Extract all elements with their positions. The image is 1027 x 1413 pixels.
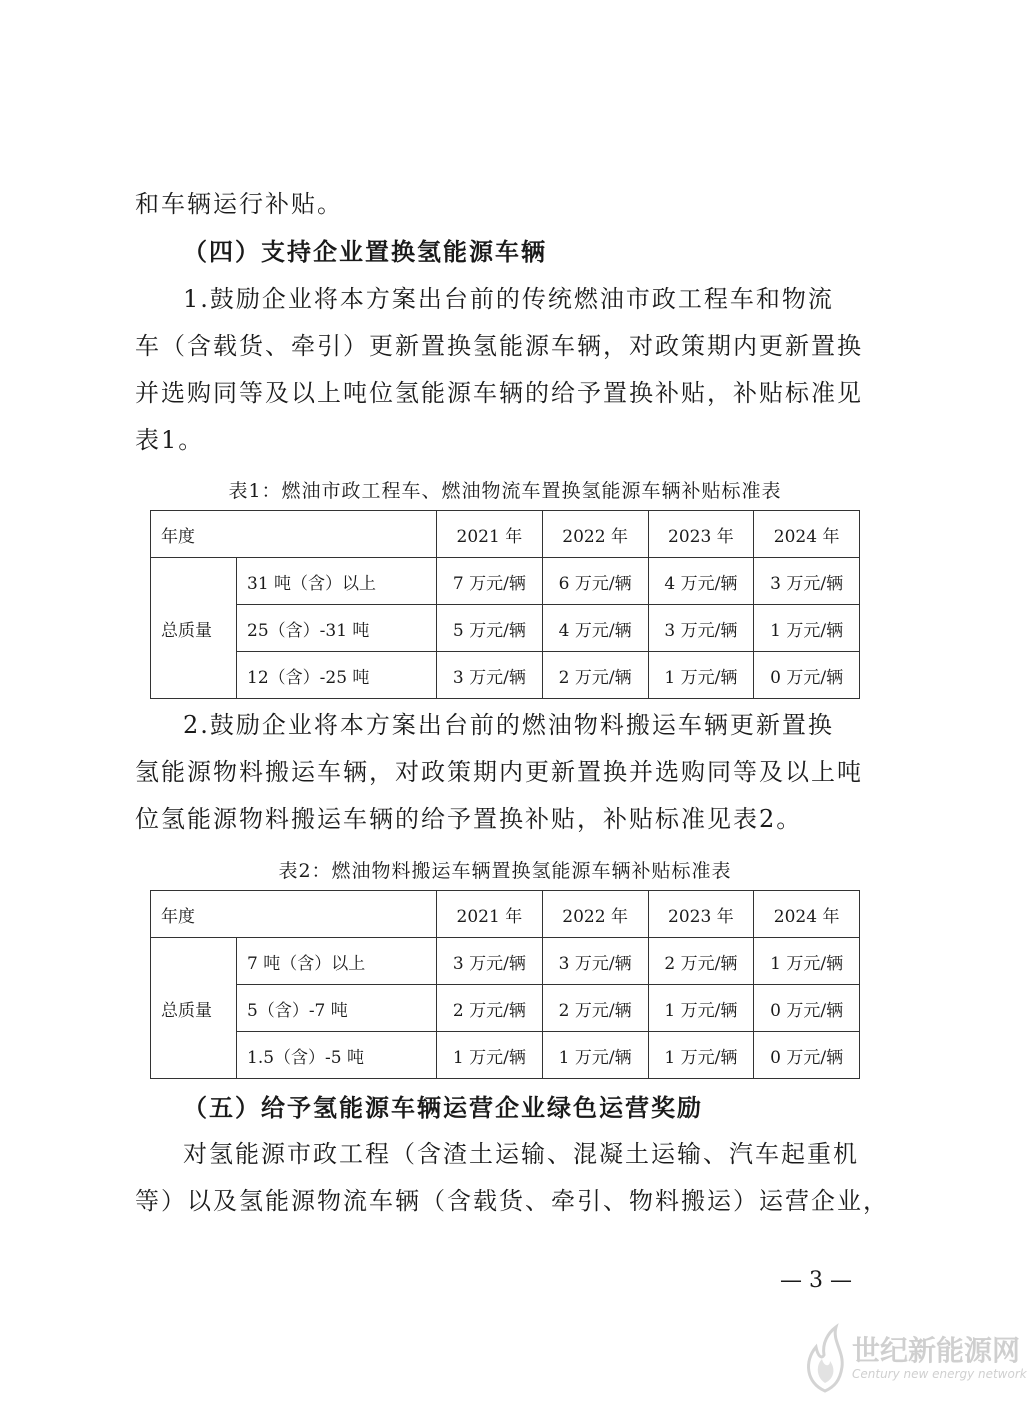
value-cell: 3 万元/辆 [648,605,754,652]
range-cell: 7 吨（含）以上 [237,938,437,985]
value-cell: 2 万元/辆 [648,938,754,985]
text-line: 等）以及氢能源物流车辆（含载货、牵引、物料搬运）运营企业， [135,1187,889,1215]
value-cell: 3 万元/辆 [542,938,648,985]
value-cell: 1 万元/辆 [437,1032,543,1079]
text-line: 并选购同等及以上吨位氢能源车辆的给予置换补贴，补贴标准见 [135,379,863,407]
year-cell: 2022 年 [542,891,648,938]
paragraph-continuation [135,181,880,228]
value-cell: 1 万元/辆 [648,1032,754,1079]
text-line: 2.鼓励企业将本方案出台前的燃油物料搬运车辆更新置换 [183,711,834,739]
text-line: 氢能源物料搬运车辆，对政策期内更新置换并选购同等及以上吨 [135,758,863,786]
range-cell: 5（含）-7 吨 [237,985,437,1032]
value-cell: 3 万元/辆 [437,938,543,985]
range-cell: 12（含）-25 吨 [237,652,437,699]
watermark-title: 世纪新能源网 [852,1334,1021,1367]
table-row [151,605,860,652]
section-heading-5 [135,1084,880,1131]
value-cell: 0 万元/辆 [754,985,860,1032]
value-cell: 3 万元/辆 [754,558,860,605]
text-line: 表1。 [135,426,205,454]
value-cell: 0 万元/辆 [754,1032,860,1079]
watermark-subtitle: Century new energy network [852,1367,1027,1381]
paragraph-item-1 [135,276,880,464]
year-label-cell: 年度 [151,511,437,558]
table-row [151,1032,860,1079]
group-label-cell: 总质量 [151,558,237,699]
section-heading-4 [135,228,880,275]
table-row [151,558,860,605]
text-line: （五）给予氢能源车辆运营企业绿色运营奖励 [183,1093,703,1122]
text-line: 车（含载货、牵引）更新置换氢能源车辆，对政策期内更新置换 [135,332,863,360]
table-header-row [151,511,860,558]
range-cell: 31 吨（含）以上 [237,558,437,605]
text-line: 和车辆运行补贴。 [135,190,343,218]
value-cell: 6 万元/辆 [542,558,648,605]
flame-logo-icon [800,1325,850,1395]
value-cell: 1 万元/辆 [542,1032,648,1079]
value-cell: 2 万元/辆 [542,985,648,1032]
paragraph-item-2 [135,702,880,843]
table2-caption: 表2：燃油物料搬运车辆置换氢能源车辆补贴标准表 [278,860,732,882]
value-cell: 4 万元/辆 [542,605,648,652]
table-header-row [151,891,860,938]
text-line: 位氢能源物料搬运车辆的给予置换补贴，补贴标准见表2。 [135,805,803,833]
table-row [151,652,860,699]
value-cell: 1 万元/辆 [648,652,754,699]
range-cell: 25（含）-31 吨 [237,605,437,652]
value-cell: 2 万元/辆 [542,652,648,699]
year-cell: 2024 年 [754,891,860,938]
year-cell: 2023 年 [648,511,754,558]
value-cell: 4 万元/辆 [648,558,754,605]
paragraph-operation-reward [135,1131,889,1225]
value-cell: 0 万元/辆 [754,652,860,699]
group-label-cell: 总质量 [151,938,237,1079]
text-line: 对氢能源市政工程（含渣土运输、混凝土运输、汽车起重机 [183,1140,859,1168]
year-label-cell: 年度 [151,891,437,938]
value-cell: 1 万元/辆 [754,605,860,652]
table-row [151,985,860,1032]
watermark [800,1325,1027,1405]
value-cell: 1 万元/辆 [754,938,860,985]
value-cell: 5 万元/辆 [437,605,543,652]
range-cell: 1.5（含）-5 吨 [237,1032,437,1079]
value-cell: 7 万元/辆 [437,558,543,605]
value-cell: 3 万元/辆 [437,652,543,699]
year-cell: 2021 年 [437,511,543,558]
year-cell: 2021 年 [437,891,543,938]
table1-caption: 表1：燃油市政工程车、燃油物流车置换氢能源车辆补贴标准表 [228,480,782,502]
year-cell: 2022 年 [542,511,648,558]
year-cell: 2024 年 [754,511,860,558]
text-line: （四）支持企业置换氢能源车辆 [183,237,547,266]
table2 [150,890,860,1079]
value-cell: 2 万元/辆 [437,985,543,1032]
year-cell: 2023 年 [648,891,754,938]
text-line: 1.鼓励企业将本方案出台前的传统燃油市政工程车和物流 [183,285,834,313]
table1 [150,510,860,699]
value-cell: 1 万元/辆 [648,985,754,1032]
page-number: — 3 — [780,1268,852,1293]
table-row [151,938,860,985]
